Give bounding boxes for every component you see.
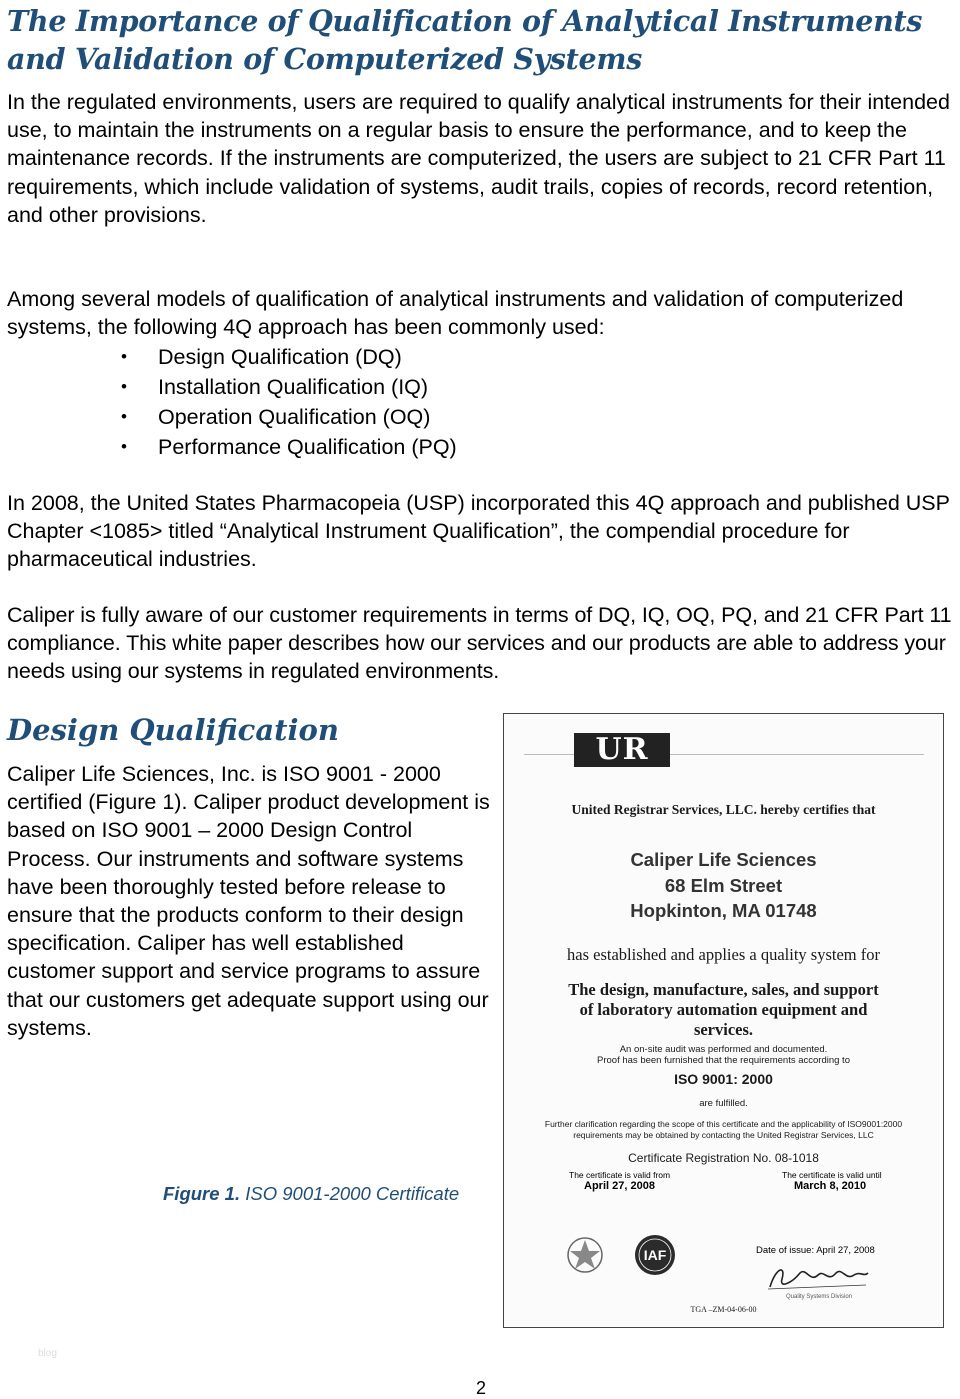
qualification-list: [0, 342, 457, 462]
valid-from-date: April 27, 2008: [584, 1180, 655, 1192]
valid-until-label: The certificate is valid until: [782, 1170, 882, 1180]
audit-line-2: Proof has been furnished that the requirements according to: [597, 1055, 850, 1066]
scope-line-3: services.: [693, 1020, 754, 1039]
iso-certificate-image: [503, 713, 944, 1328]
document-code: TGA –ZM-04-06-00: [690, 1305, 757, 1314]
bullet-icon: •: [121, 407, 127, 426]
iaf-logo-icon: [635, 1235, 675, 1275]
iso-standard: ISO 9001: 2000: [674, 1071, 773, 1087]
valid-until-date: March 8, 2010: [794, 1180, 867, 1192]
list-item-text: Design Qualification (DQ): [158, 345, 402, 369]
title-line-2: and Validation of Computerized Systems: [7, 42, 642, 76]
registrar-line: United Registrar Services, LLC. hereby certifies that: [571, 802, 876, 817]
design-qualification-paragraph: Caliper Life Sciences, Inc. is ISO 9001 - 2000 certified (Figure 1). Caliper product development is based on ISO 9001 – 2000 Design Control Process. Our instruments and software systems have been thoroughly tested before release to ensure that the products conform to their design specification. Caliper has well established customer support and service programs to assure that our customers get adequate support using our systems.: [7, 762, 490, 1040]
accreditation-seals: [560, 1229, 710, 1289]
caliper-paragraph: Caliper is fully aware of our customer requirements in terms of DQ, IQ, OQ, PQ, and 21 CFR Part 11 compliance. This white paper describes how our services and our products are able to address your needs using our systems in regulated environments.: [7, 603, 952, 684]
iaf-logo-text: IAF: [643, 1247, 667, 1263]
registration-number: Certificate Registration No. 08-1018: [628, 1151, 819, 1165]
list-item-text: Installation Qualification (IQ): [158, 375, 429, 399]
bullet-icon: •: [121, 377, 127, 396]
watermark-text: blog: [38, 1348, 57, 1359]
bullet-icon: •: [121, 437, 127, 456]
title-line-1: The Importance of Qualification of Analytical Instruments: [7, 4, 923, 38]
fulfilled-line: are fulfilled.: [699, 1098, 748, 1109]
figure-number: Figure 1.: [163, 1183, 241, 1204]
star-seal-icon: [568, 1238, 602, 1272]
ur-logo-text: UR: [595, 732, 649, 767]
models-paragraph: Among several models of qualification of analytical instruments and validation of computerized systems, the following 4Q approach has been commonly used:: [7, 287, 904, 340]
signature: [766, 1261, 871, 1293]
figure-caption: [163, 1183, 459, 1205]
list-item: [0, 402, 457, 432]
section-heading: Design Qualification: [7, 713, 339, 747]
figure-caption-text: ISO 9001-2000 Certificate: [240, 1183, 460, 1204]
scope-line-1: The design, manufacture, sales, and support: [568, 980, 879, 999]
company-name: Caliper Life Sciences: [630, 849, 817, 870]
issue-date: Date of issue: April 27, 2008: [756, 1245, 875, 1256]
ur-logo: [574, 733, 670, 767]
list-item: [0, 342, 457, 372]
signer-title: Quality Systems Division: [786, 1294, 853, 1300]
list-item-text: Operation Qualification (OQ): [158, 405, 431, 429]
company-city: Hopkinton, MA 01748: [630, 900, 817, 921]
list-item: [0, 372, 457, 402]
company-street: 68 Elm Street: [664, 875, 783, 896]
document-title: [7, 2, 947, 78]
intro-paragraph: In the regulated environments, users are required to qualify analytical instruments for their intended use, to maintain the instruments on a regular basis to ensure the performance, and to keep the maintenance records. If the instruments are computerized, the users are subject to 21 CFR Part 11 requirements, which include validation of systems, audit trails, copies of records, record retention, and other provisions.: [7, 90, 950, 227]
list-item-text: Performance Qualification (PQ): [158, 435, 457, 459]
valid-from-label: The certificate is valid from: [569, 1170, 671, 1180]
audit-line-1: An on-site audit was performed and documented.: [619, 1044, 828, 1055]
scope-line-2: of laboratory automation equipment and: [579, 1000, 868, 1019]
usp-paragraph: In 2008, the United States Pharmacopeia (USP) incorporated this 4Q approach and published USP Chapter <1085> titled “Analytical Instrument Qualification”, the compendial procedure for pharmaceutical industries.: [7, 491, 950, 572]
page-number: 2: [476, 1378, 487, 1398]
clarification-line-1: Further clarification regarding the scope of this certificate and the applicability of ISO9001:2000: [544, 1119, 903, 1129]
established-line: has established and applies a quality system for: [567, 945, 880, 964]
list-item: [0, 432, 457, 462]
bullet-icon: •: [121, 347, 127, 366]
clarification-line-2: requirements may be obtained by contacting the United Registrar Services, LLC: [573, 1130, 874, 1140]
